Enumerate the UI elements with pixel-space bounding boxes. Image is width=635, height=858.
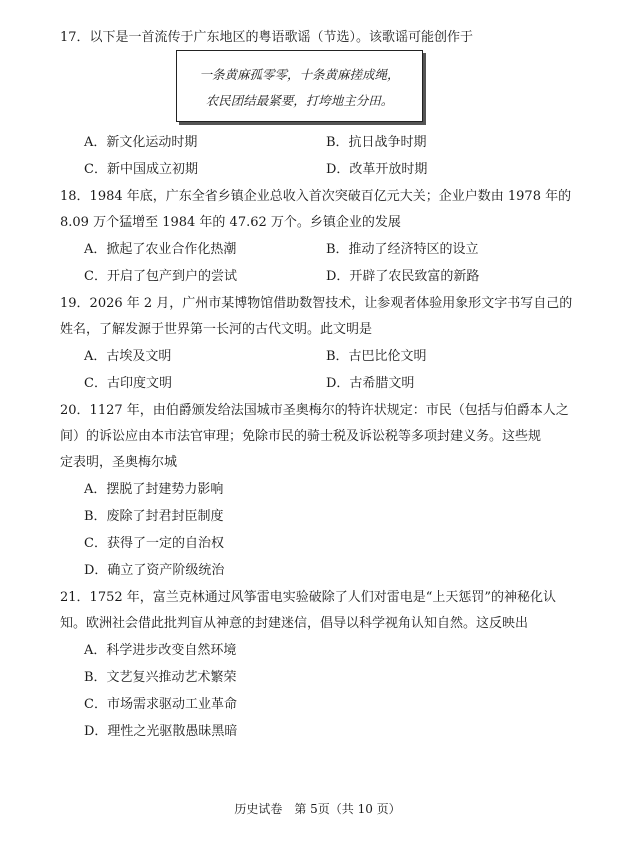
- q18-option-c[interactable]: C．开启了包产到户的尝试: [84, 269, 237, 284]
- q19-stem-line-2: 姓名，了解发源于世界第一长河的古代文明。此文明是: [60, 322, 373, 337]
- q21-stem-line-1: 21．1752 年，富兰克林通过风筝雷电实验破除了人们对雷电是“上天惩罚”的神秘化认: [60, 590, 557, 605]
- q21-option-d[interactable]: D．理性之光驱散愚昧黑暗: [84, 724, 238, 739]
- q20-option-c[interactable]: C．获得了一定的自治权: [84, 536, 224, 551]
- q20-option-a[interactable]: A．摆脱了封建势力影响: [84, 482, 224, 497]
- q17-option-b[interactable]: B．抗日战争时期: [326, 135, 427, 150]
- q20-stem-line-3: 定表明，圣奥梅尔城: [60, 455, 178, 470]
- q20-option-d[interactable]: D．确立了资产阶级统治: [84, 563, 225, 578]
- q20-stem-line-2: 间）的诉讼应由本市法官审理；免除市民的骑士税及诉讼税等多项封建义务。这些规: [60, 429, 542, 444]
- q21-option-c[interactable]: C．市场需求驱动工业革命: [84, 697, 237, 712]
- q20-option-b[interactable]: B．废除了封君封臣制度: [84, 509, 224, 524]
- q18-option-b[interactable]: B．推动了经济特区的设立: [326, 242, 479, 257]
- q18-stem-line-2: 8.09 万个猛增至 1984 年的 47.62 万个。乡镇企业的发展: [60, 215, 401, 230]
- q19-option-d[interactable]: D．古希腊文明: [326, 376, 415, 391]
- q20-stem-line-1: 20．1127 年，由伯爵颁发给法国城市圣奥梅尔的特许状规定：市民（包括与伯爵本人之: [60, 403, 569, 418]
- page-footer: 历史试卷 第 5页（共 10 页）: [234, 802, 401, 816]
- q17-stem: 17．以下是一首流传于广东地区的粤语歌谣（节选）。该歌谣可能创作于: [60, 30, 474, 45]
- q17-option-c[interactable]: C．新中国成立初期: [84, 162, 198, 177]
- q18-option-d[interactable]: D．开辟了农民致富的新路: [326, 269, 480, 284]
- q19-option-a[interactable]: A．古埃及文明: [84, 349, 172, 364]
- q21-stem-line-2: 知。欧洲社会借此批判盲从神意的封建迷信，倡导以科学视角认知自然。这反映出: [60, 616, 529, 631]
- q18-option-a[interactable]: A．掀起了农业合作化热潮: [84, 242, 237, 257]
- q21-option-b[interactable]: B．文艺复兴推动艺术繁荣: [84, 670, 237, 685]
- q19-option-b[interactable]: B．古巴比伦文明: [326, 349, 427, 364]
- q17-poem-line-1: 一条黄麻孤零零，十条黄麻搓成绳，: [199, 67, 400, 82]
- q17-option-a[interactable]: A．新文化运动时期: [84, 135, 198, 150]
- q17-poem-box: [176, 50, 423, 122]
- q19-stem-line-1: 19．2026 年 2 月，广州市某博物馆借助数智技术，让参观者体验用象形文字书写自己的: [60, 296, 573, 311]
- q18-stem-line-1: 18．1984 年底，广东全省乡镇企业总收入首次突破百亿元大关；企业户数由 1978 年的: [60, 189, 572, 204]
- q19-option-c[interactable]: C．古印度文明: [84, 376, 172, 391]
- q21-option-a[interactable]: A．科学进步改变自然环境: [84, 643, 237, 658]
- q17-poem-line-2: 农民团结最紧要，打垮地主分田。: [205, 93, 394, 108]
- q17-option-d[interactable]: D．改革开放时期: [326, 162, 428, 177]
